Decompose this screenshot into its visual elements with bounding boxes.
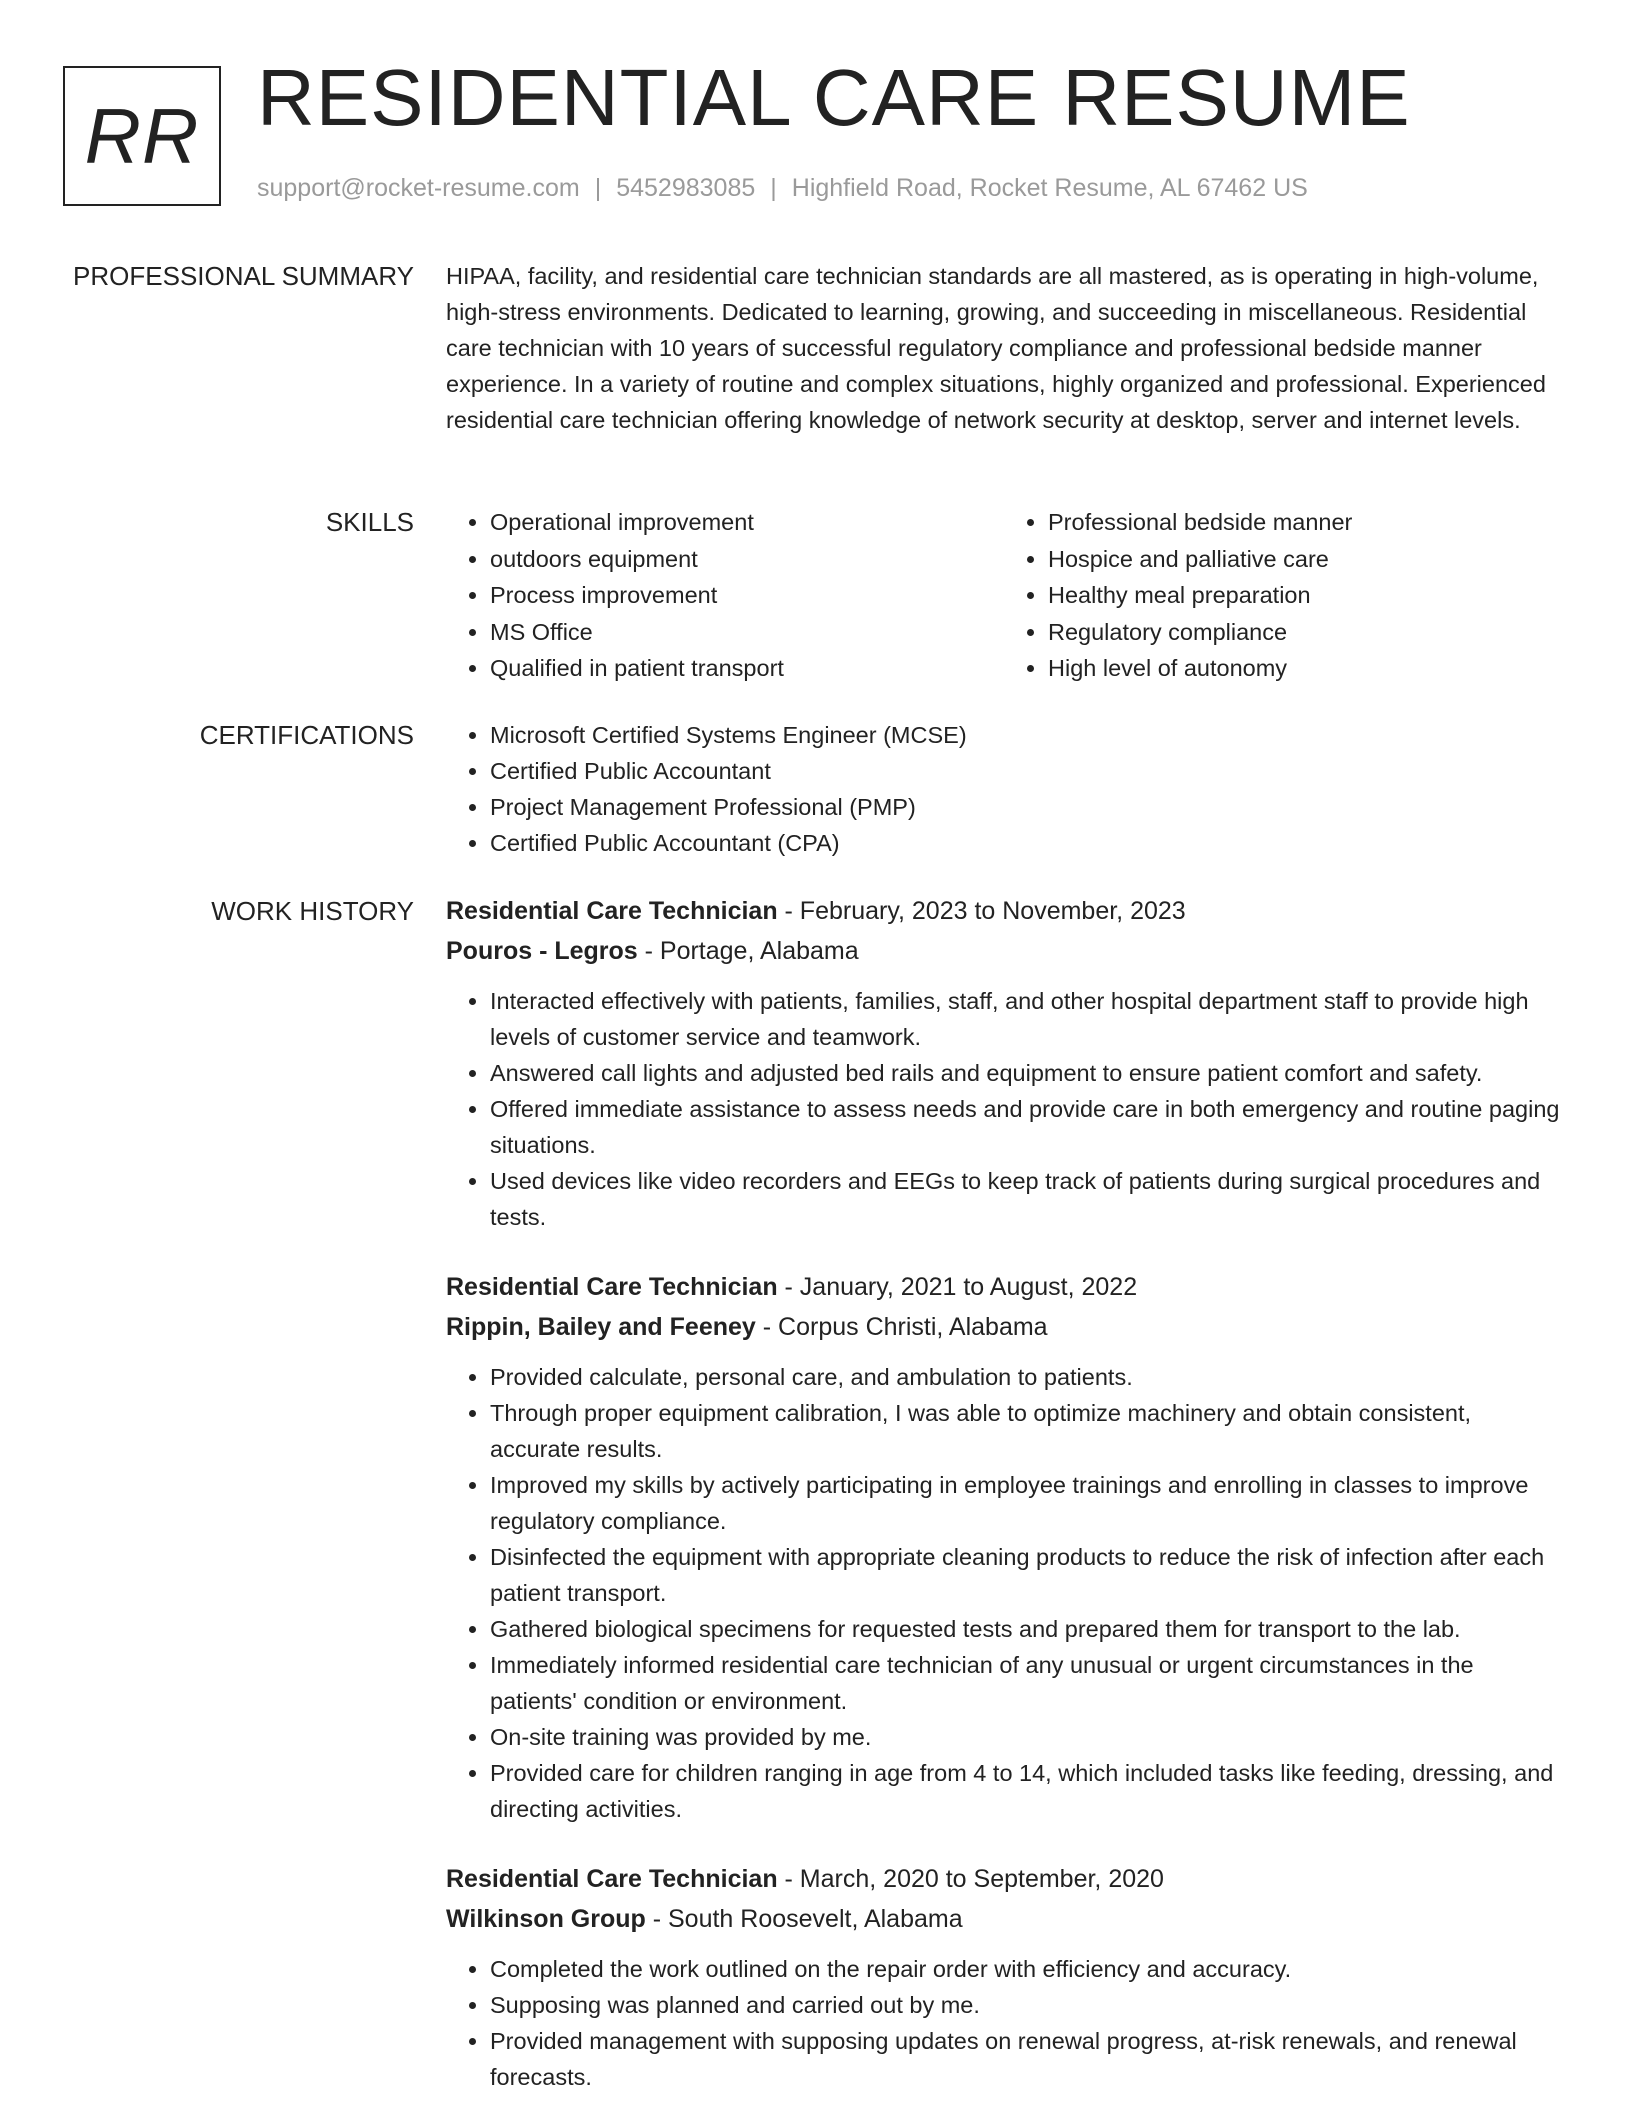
contact-phone: 5452983085 (616, 174, 756, 202)
contact-address: Highfield Road, Rocket Resume, AL 67462 US (791, 174, 1308, 202)
job-bullet: • Gathered biological specimens for requested tests and prepared them for transport to the lab. (490, 1611, 1562, 1647)
job-bullet: • Provided calculate, personal care, and ambulation to patients. (490, 1359, 1562, 1395)
job-bullet: • Provided management with supposing updates on renewal progress, at-risk renewals, and renewal forecasts. (490, 2023, 1562, 2095)
section-title-skills: SKILLS (325, 507, 414, 537)
skill-item: • Qualified in patient transport (490, 650, 1004, 687)
skill-item: • MS Office (490, 614, 1004, 651)
job-company: Rippin, Bailey and Feeney (446, 1313, 756, 1341)
certification-item: • Project Management Professional (PMP) (490, 789, 1562, 825)
job-bullet: • Disinfected the equipment with appropriate cleaning products to reduce the risk of infection after each patient transport. (490, 1539, 1562, 1611)
job-bullet: • Supposing was planned and carried out by me. (490, 1987, 1562, 2023)
job-bullet: • Interacted effectively with patients, families, staff, and other hospital department staff to provide high levels of customer service and teamwork. (490, 983, 1562, 1055)
contact-separator: | (594, 174, 602, 202)
certifications-list (446, 717, 1562, 861)
skill-item: • Hospice and palliative care (1048, 541, 1562, 578)
certification-item: • Certified Public Accountant (490, 753, 1562, 789)
section-title-certifications: CERTIFICATIONS (199, 720, 414, 750)
job-bullet: • Provided care for children ranging in age from 4 to 14, which included tasks like feeding, dressing, and directing activities. (490, 1755, 1562, 1827)
skills-list-right (1004, 504, 1562, 687)
job-entry (446, 891, 1562, 1235)
skill-item: • outdoors equipment (490, 541, 1004, 578)
job-company-line (446, 1307, 1562, 1347)
job-role: Residential Care Technician (446, 1865, 778, 1893)
skills-list-left (446, 504, 1004, 687)
certification-item: • Certified Public Accountant (CPA) (490, 825, 1562, 861)
job-location: - Portage, Alabama (637, 937, 859, 965)
job-company: Wilkinson Group (446, 1905, 646, 1933)
job-role-line (446, 1267, 1562, 1307)
job-bullet: • Improved my skills by actively participating in employee trainings and enrolling in classes to improve regulatory compliance. (490, 1467, 1562, 1539)
job-role-line (446, 1859, 1562, 1899)
job-bullet: • Immediately informed residential care technician of any unusual or urgent circumstances in the patients' condition or environment. (490, 1647, 1562, 1719)
job-bullet: • Offered immediate assistance to assess needs and provide care in both emergency and routine paging situations. (490, 1091, 1562, 1163)
job-role: Residential Care Technician (446, 1273, 778, 1301)
job-location: - Corpus Christi, Alabama (755, 1313, 1048, 1341)
job-role: Residential Care Technician (446, 897, 778, 925)
job-bullet: • Through proper equipment calibration, I was able to optimize machinery and obtain consistent, accurate results. (490, 1395, 1562, 1467)
skill-item: • Professional bedside manner (1048, 504, 1562, 541)
summary-text: HIPAA, facility, and residential care technician standards are all mastered, as is operating in high-volume, high-stress environments. Dedicated to learning, growing, and succeeding in miscellaneous. Residential care technician with 10 years of successful regulatory compliance and professional bedside manner experience. In a variety of routine and complex situations, highly organized and professional. Experienced residential care technician offering knowledge of network security at desktop, server and internet levels. (446, 263, 1546, 433)
section-title-work-history: WORK HISTORY (211, 896, 414, 926)
job-bullets (446, 1951, 1562, 2095)
section-title-summary: PROFESSIONAL SUMMARY (73, 261, 414, 291)
job-dates: - March, 2020 to September, 2020 (777, 1865, 1164, 1893)
skill-item: • Process improvement (490, 577, 1004, 614)
job-bullet: • Answered call lights and adjusted bed rails and equipment to ensure patient comfort and safety. (490, 1055, 1562, 1091)
job-company-line (446, 931, 1562, 971)
job-role-line (446, 891, 1562, 931)
job-bullet: • Used devices like video recorders and EEGs to keep track of patients during surgical procedures and tests. (490, 1163, 1562, 1235)
contact-email: support@rocket-resume.com (257, 174, 580, 202)
job-dates: - February, 2023 to November, 2023 (777, 897, 1186, 925)
job-bullets (446, 1359, 1562, 1827)
resume-title: RESIDENTIAL CARE RESUME (257, 53, 1411, 142)
certification-item: • Microsoft Certified Systems Engineer (MCSE) (490, 717, 1562, 753)
job-bullet: • Completed the work outlined on the repair order with efficiency and accuracy. (490, 1951, 1562, 1987)
skill-item: • Healthy meal preparation (1048, 577, 1562, 614)
job-dates: - January, 2021 to August, 2022 (777, 1273, 1138, 1301)
skill-item: • Regulatory compliance (1048, 614, 1562, 651)
contact-line (257, 174, 1308, 203)
job-company-line (446, 1899, 1562, 1939)
job-bullet: • On-site training was provided by me. (490, 1719, 1562, 1755)
contact-separator: | (770, 174, 777, 202)
job-location: - South Roosevelt, Alabama (645, 1905, 963, 1933)
monogram-logo: RR (63, 66, 221, 206)
job-bullets (446, 983, 1562, 1235)
skill-item: • Operational improvement (490, 504, 1004, 541)
job-company: Pouros - Legros (446, 937, 638, 965)
skill-item: • High level of autonomy (1048, 650, 1562, 687)
job-entry (446, 1859, 1562, 2095)
job-entry (446, 1267, 1562, 1827)
